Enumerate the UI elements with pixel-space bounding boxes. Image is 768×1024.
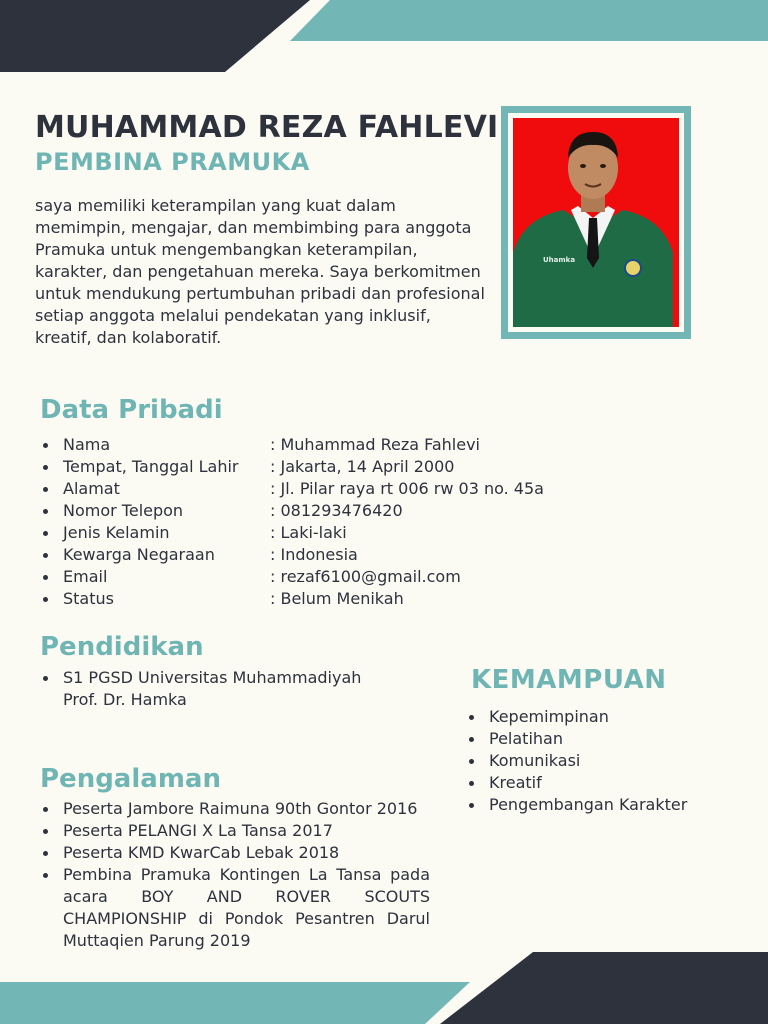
skill-item: Kepemimpinan bbox=[461, 706, 687, 728]
person-name: MUHAMMAD REZA FAHLEVI bbox=[35, 110, 499, 145]
profile-photo-frame bbox=[501, 106, 691, 339]
experience-item: Peserta PELANGI X La Tansa 2017 bbox=[35, 820, 430, 842]
skill-item: Pelatihan bbox=[461, 728, 687, 750]
job-title: PEMBINA PRAMUKA bbox=[35, 148, 310, 176]
personal-data-row: Kewarga Negaraan : Indonesia bbox=[35, 544, 544, 566]
top-decoration bbox=[0, 0, 768, 75]
data-pribadi-heading: Data Pribadi bbox=[40, 395, 223, 425]
education-list bbox=[35, 667, 395, 711]
kemampuan-heading: KEMAMPUAN bbox=[471, 665, 667, 695]
personal-data-row: Nomor Telepon : 081293476420 bbox=[35, 500, 544, 522]
education-item: S1 PGSD Universitas Muhammadiyah Prof. Dr. Hamka bbox=[35, 667, 395, 711]
skill-item: Kreatif bbox=[461, 772, 687, 794]
profile-photo bbox=[513, 118, 679, 327]
experience-list bbox=[35, 798, 430, 952]
personal-data-row: Email : rezaf6100@gmail.com bbox=[35, 566, 544, 588]
personal-data-row: Tempat, Tanggal Lahir : Jakarta, 14 April 2000 bbox=[35, 456, 544, 478]
personal-data-row: Nama : Muhammad Reza Fahlevi bbox=[35, 434, 544, 456]
experience-item: Peserta KMD KwarCab Lebak 2018 bbox=[35, 842, 430, 864]
profile-summary: saya memiliki keterampilan yang kuat dalam memimpin, mengajar, dan membimbing para anggota Pramuka untuk mengembangkan keterampilan, karakter, dan pengetahuan mereka. Saya berkomitmen untuk mendukung pertumbuhan pribadi dan profesional setiap anggota melalui pendekatan yang inklusif, kreatif, dan kolaboratif. bbox=[35, 196, 485, 347]
skill-item: Komunikasi bbox=[461, 750, 687, 772]
skills-list bbox=[461, 706, 687, 816]
experience-item: Pembina Pramuka Kontingen La Tansa pada acara BOY AND ROVER SCOUTS CHAMPIONSHIP di Pondok Pesantren Darul Muttaqien Parung 2019 bbox=[35, 864, 430, 952]
experience-item: Peserta Jambore Raimuna 90th Gontor 2016 bbox=[35, 798, 430, 820]
personal-data-list bbox=[35, 434, 544, 610]
personal-data-row: Jenis Kelamin : Laki-laki bbox=[35, 522, 544, 544]
jacket-badge-text: Uhamka bbox=[543, 256, 576, 264]
personal-data-row: Alamat : Jl. Pilar raya rt 006 rw 03 no. 45a bbox=[35, 478, 544, 500]
skill-item: Pengembangan Karakter bbox=[461, 794, 687, 816]
pendidikan-heading: Pendidikan bbox=[40, 632, 204, 662]
personal-data-row: Status : Belum Menikah bbox=[35, 588, 544, 610]
bottom-decoration bbox=[0, 950, 768, 1024]
pengalaman-heading: Pengalaman bbox=[40, 764, 221, 794]
